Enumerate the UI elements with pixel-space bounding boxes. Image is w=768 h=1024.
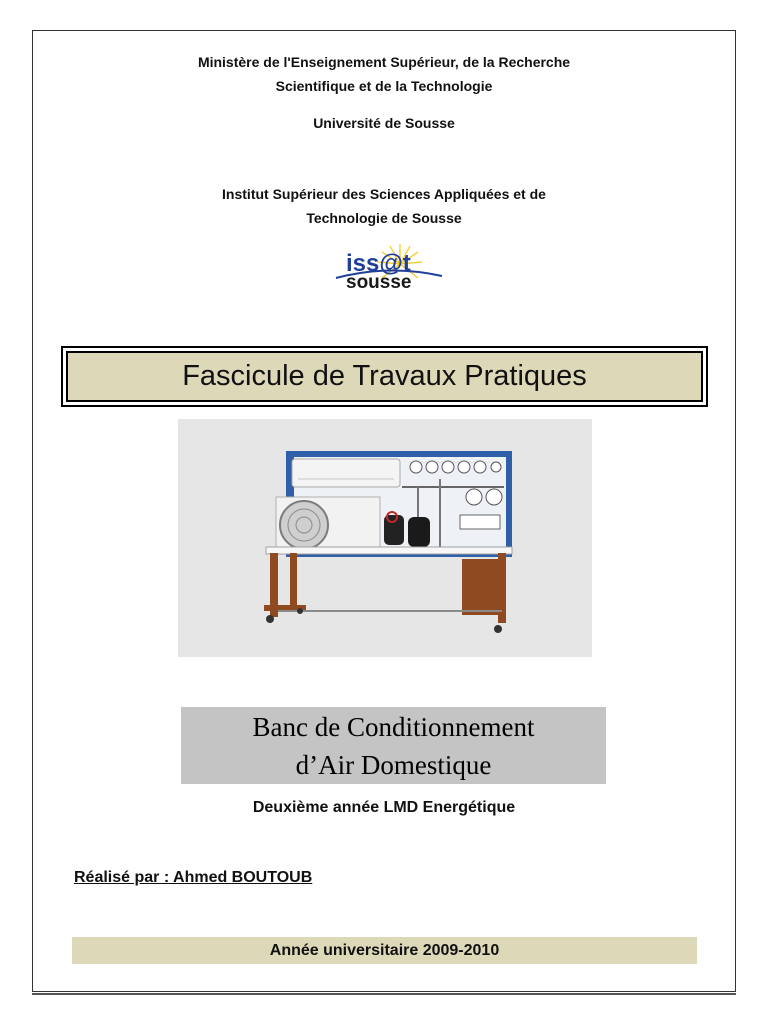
bottom-rule (32, 993, 736, 995)
ministry-line-2: Scientifique et de la Technologie (275, 78, 493, 94)
logo-top-text: iss@t (346, 250, 411, 277)
academic-year: Année universitaire 2009-2010 (269, 941, 500, 959)
issat-logo (334, 242, 444, 292)
subject-line-2: d’Air Domestique (295, 749, 492, 780)
title-frame (61, 346, 708, 407)
institute-line-1: Institut Supérieur des Sciences Appliquées et de (222, 186, 546, 202)
subject-box (181, 707, 606, 784)
ministry-line-1: Ministère de l'Enseignement Supérieur, de la Recherche (197, 54, 571, 70)
study-level: Deuxième année LMD Energétique (252, 799, 516, 816)
training-bench-photo (178, 419, 592, 657)
logo-bottom-text: sousse (346, 272, 412, 292)
institute-line-2: Technologie de Sousse (306, 210, 462, 226)
author-credit: Réalisé par : Ahmed BOUTOUB (74, 869, 313, 886)
academic-year-bar (72, 937, 697, 964)
university-name: Université de Sousse (313, 115, 455, 131)
document-title: Fascicule de Travaux Pratiques (66, 351, 703, 402)
subject-line-1: Banc de Conditionnement (252, 711, 535, 742)
